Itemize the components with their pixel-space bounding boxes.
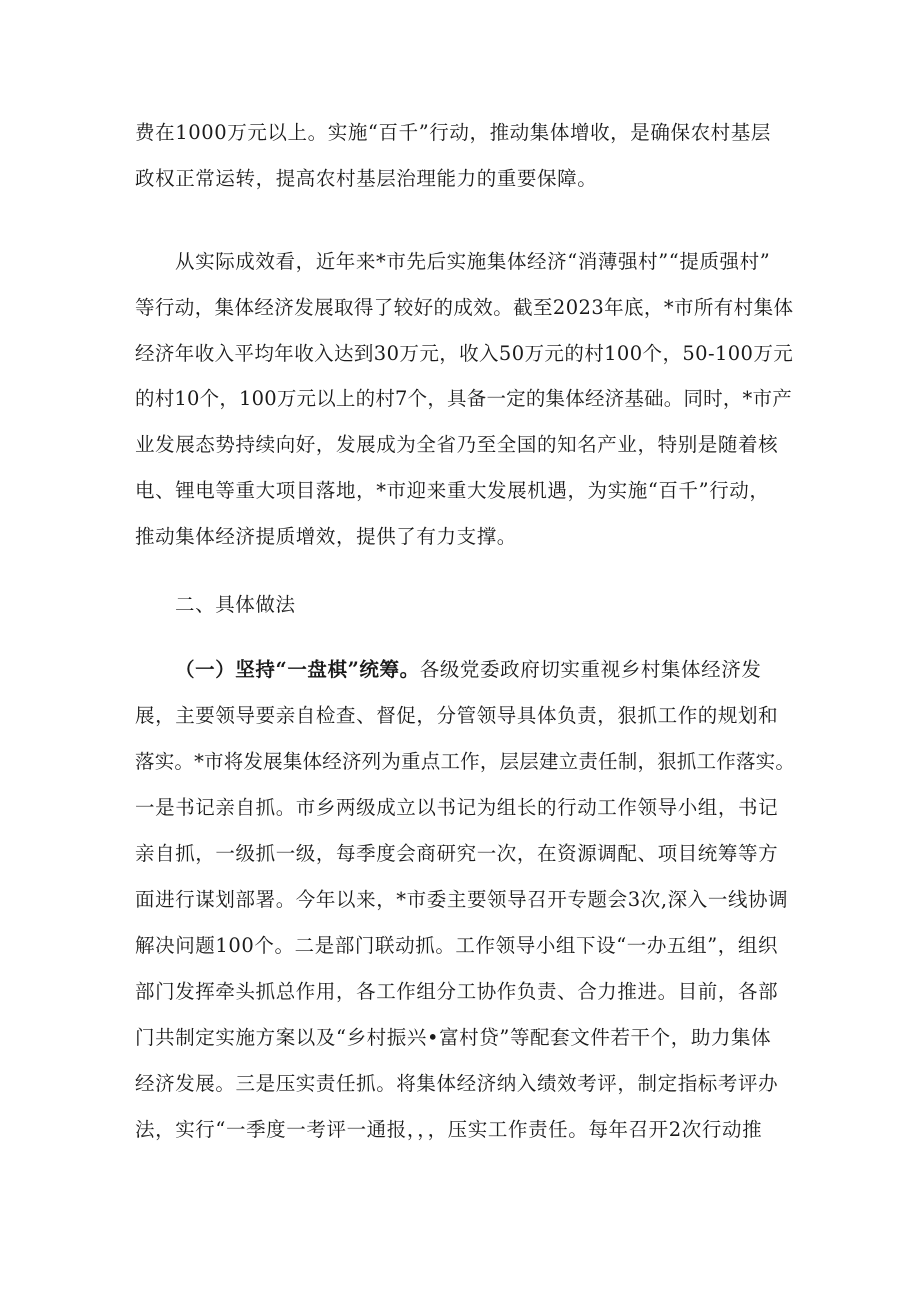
paragraph-3-line-3: 落实。*市将发展集体经济列为重点工作，层层建立责任制，狠抓工作落实。 [135,750,796,773]
paragraph-3-line-1-rest: 各级党委政府切实重视乡村集体经济发 [419,658,762,681]
paragraph-2-line-3: 经济年收入平均年收入达到30万元，收入50万元的村100个，50-100万元 [135,342,794,365]
paragraph-1-line-1: 费在1000万元以上。实施“百千”行动，推动集体增收，是确保农村基层 [135,121,771,144]
paragraph-3-line-6: 面进行谋划部署。今年以来，*市委主要领导召开专题会3次,深入一线协调 [135,888,789,911]
paragraph-3-line-11: 法，实行“一季度一考评一通报，，，压实工作责任。每年召开2次行动推 [135,1118,763,1141]
paragraph-3-line-9: 门共制定实施方案以及“乡村振兴•富村贷”等配套文件若干个，助力集体 [135,1026,772,1049]
paragraph-2-line-6: 电、锂电等重大项目落地，*市迎来重大发展机遇，为实施“百千”行动， [135,479,770,502]
section-heading: 二、具体做法 [175,593,296,616]
paragraph-3-line-10: 经济发展。三是压实责任抓。将集体经济纳入绩效考评，制定指标考评办 [135,1072,779,1095]
paragraph-2-line-1: 从实际成效看，近年来*市先后实施集体经济“消薄强村”“提质强村” [175,250,771,273]
paragraph-3-lead-bold: （一）坚持“一盘棋”统筹。 [175,658,420,681]
paragraph-2-line-2: 等行动，集体经济发展取得了较好的成效。截至2023年底，*市所有村集体 [135,296,794,319]
paragraph-2-line-7: 推动集体经济提质增效，提供了有力支撑。 [135,525,517,548]
paragraph-3-line-8: 部门发挥牵头抓总作用，各工作组分工协作负责、合力推进。目前，各部 [135,980,779,1003]
paragraph-3-line-4: 一是书记亲自抓。市乡两级成立以书记为组长的行动工作领导小组，书记 [135,796,779,819]
paragraph-2-line-5: 业发展态势持续向好，发展成为全省乃至全国的知名产业，特别是随着核 [135,433,779,456]
paragraph-2-line-4: 的村10个，100万元以上的村7个，具备一定的集体经济基础。同时，*市产 [135,387,792,410]
paragraph-1-line-2: 政权正常运转，提高农村基层治理能力的重要保障。 [135,167,598,190]
paragraph-3-line-1 [175,650,795,690]
paragraph-3-line-7: 解决问题100个。二是部门联动抓。工作领导小组下设“一办五组”，组织 [135,934,779,957]
paragraph-3-line-5: 亲自抓，一级抓一级，每季度会商研究一次，在资源调配、项目统筹等方 [135,842,779,865]
paragraph-3-line-2: 展，主要领导要亲自检查、督促，分管领导具体负责，狠抓工作的规划和 [135,704,779,727]
